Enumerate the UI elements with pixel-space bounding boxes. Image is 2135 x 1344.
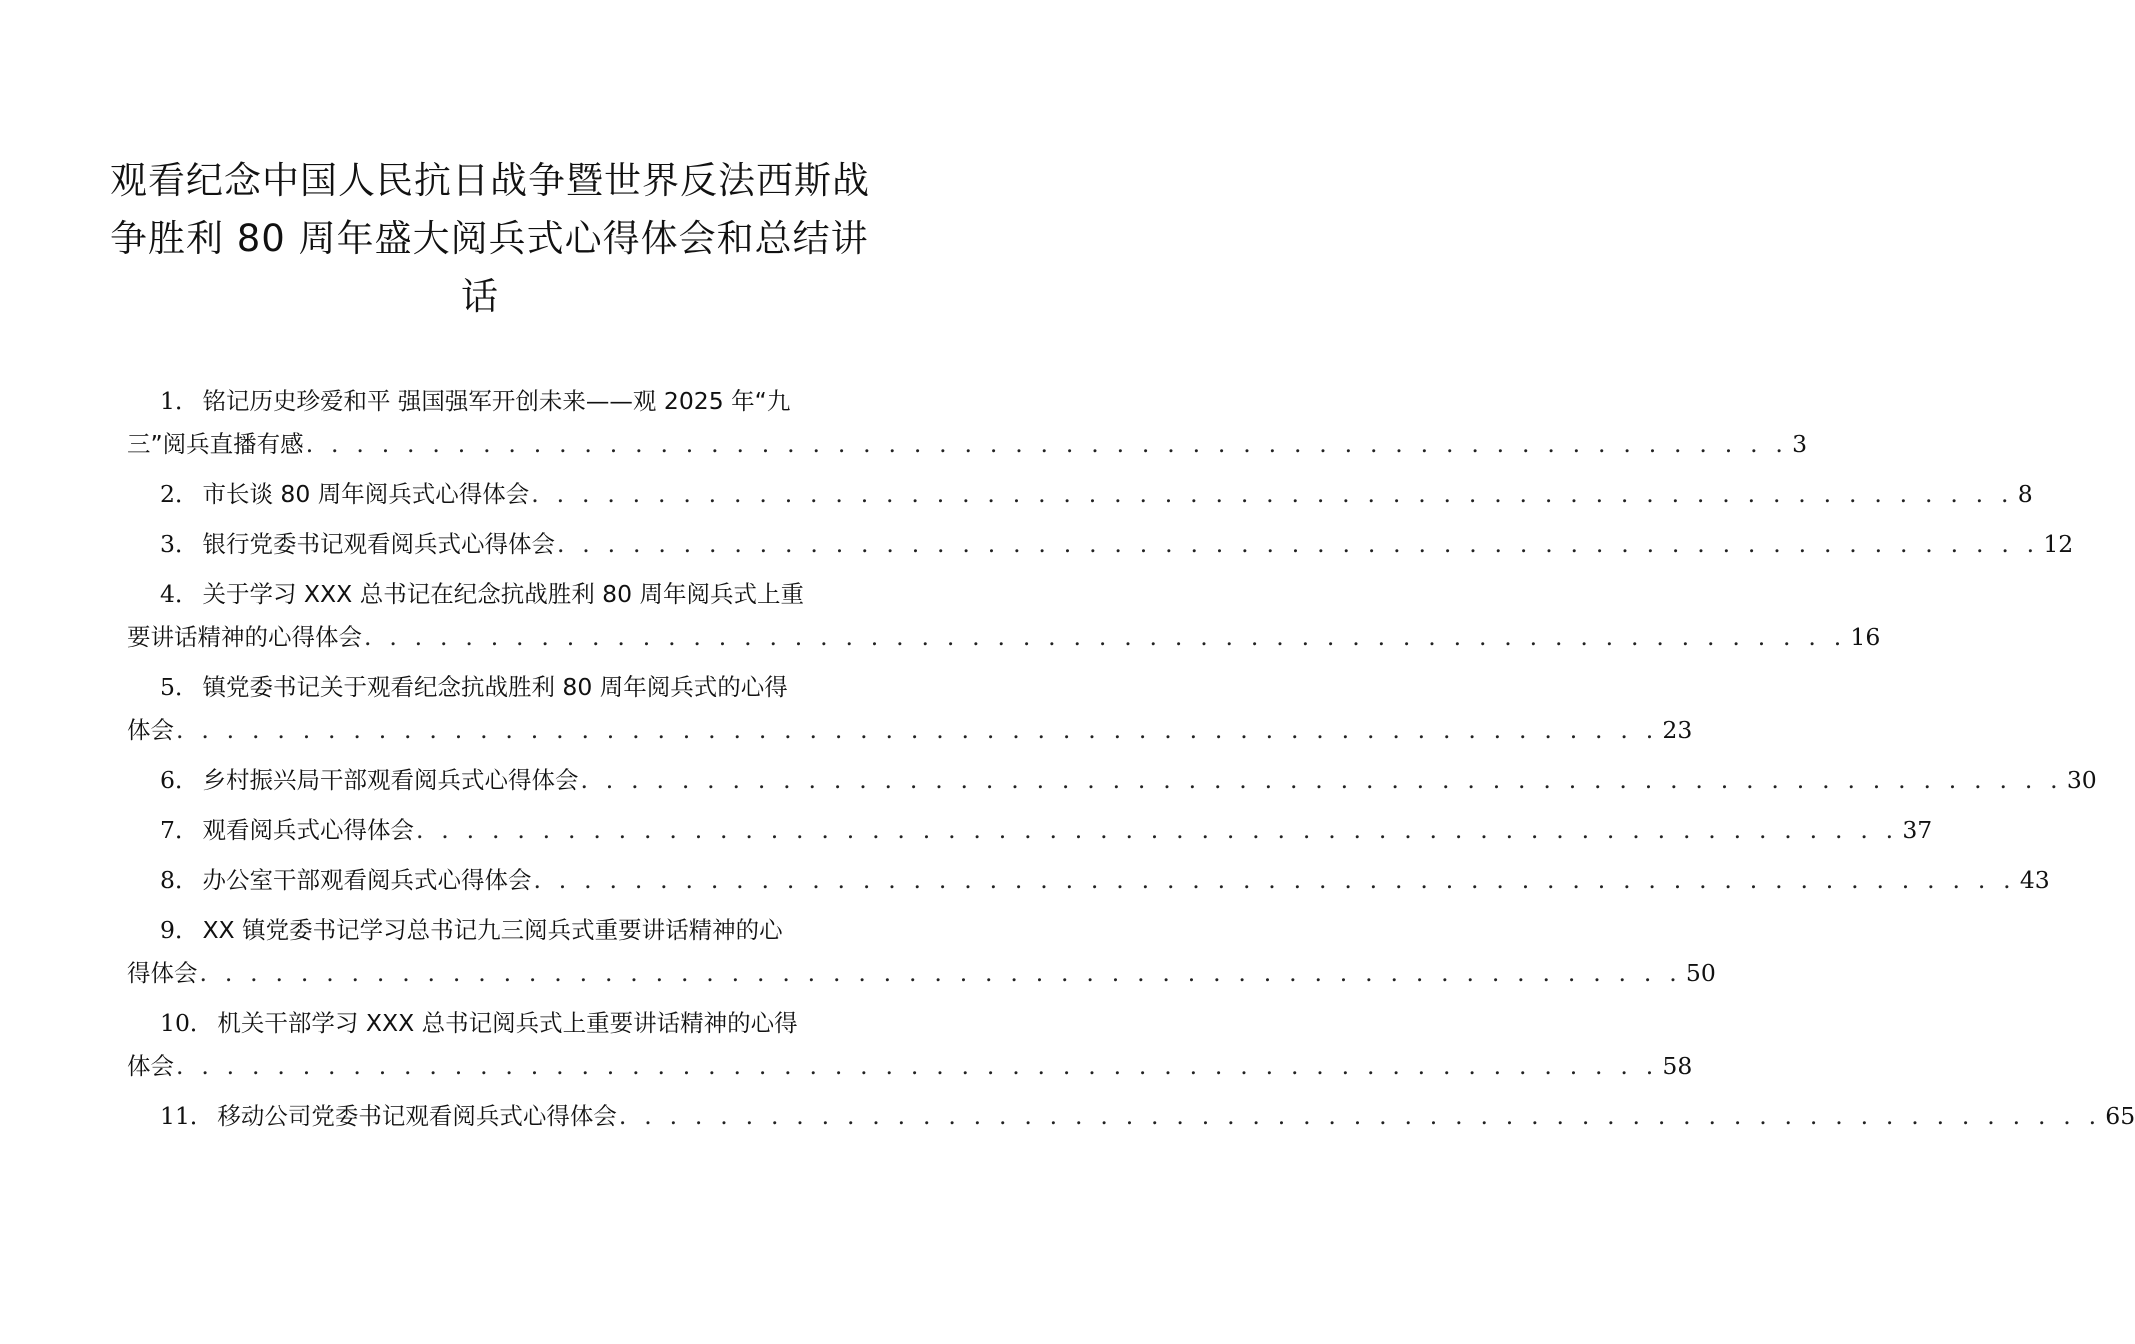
toc-entry-number: 9．	[160, 916, 199, 944]
toc-entry-page-number: 65	[2105, 1102, 2135, 1130]
toc-entry-title-continued: 三”阅兵直播有感	[127, 430, 304, 458]
toc-entry-title-continued: 要讲话精神的心得体会	[127, 623, 362, 651]
document-title	[110, 152, 870, 326]
toc-entry[interactable]	[127, 1095, 2135, 1138]
toc-entry-page-number: 50	[1685, 959, 1716, 987]
toc-entry-page-number: 37	[1902, 816, 1933, 844]
title-line-3: 话	[461, 275, 499, 318]
title-line-1: 观看纪念中国人民抗日战争暨世界反法西斯战	[110, 159, 870, 202]
toc-entry[interactable]	[127, 759, 2097, 802]
toc-entry-page-number: 58	[1662, 1052, 1693, 1080]
toc-entry[interactable]	[127, 859, 2050, 902]
toc-entry-title: 移动公司党委书记观看阅兵式心得体会	[217, 1102, 617, 1130]
toc-entry-page-number: 12	[2043, 530, 2074, 558]
dot-leader: . . . . . . . . . . . . . . . . . . . . . . . . . . . . . . . . . . . . . . . . . . . . . . . . . . . . . . . . . . .	[415, 816, 1899, 844]
toc-entry-page-number: 8	[2017, 480, 2033, 508]
toc-entry-number: 3．	[160, 530, 199, 558]
toc-entry-title: 镇党委书记关于观看纪念抗战胜利 80 周年阅兵式的心得	[202, 673, 788, 701]
dot-leader: . . . . . . . . . . . . . . . . . . . . . . . . . . . . . . . . . . . . . . . . . . . . . . . . . . . . . . . . . . .	[305, 430, 1789, 458]
toc-entry-title-continued: 体会	[127, 716, 174, 744]
toc-entry-number: 2．	[160, 480, 199, 508]
toc-entry-page-number: 3	[1792, 430, 1808, 458]
toc-entry-number: 7．	[160, 816, 199, 844]
dot-leader: . . . . . . . . . . . . . . . . . . . . . . . . . . . . . . . . . . . . . . . . . . . . . . . . . . . . . . . . . . .	[556, 530, 2040, 558]
toc-entry-title: 市长谈 80 周年阅兵式心得体会	[202, 480, 530, 508]
toc-entry-number: 8．	[160, 866, 199, 894]
dot-leader: . . . . . . . . . . . . . . . . . . . . . . . . . . . . . . . . . . . . . . . . . . . . . . . . . . . . . . . . . . .	[176, 716, 1659, 744]
toc-entry-page-number: 23	[1662, 716, 1693, 744]
toc-entry[interactable]	[127, 473, 2033, 516]
toc-entry-number: 4．	[160, 580, 199, 608]
dot-leader: . . . . . . . . . . . . . . . . . . . . . . . . . . . . . . . . . . . . . . . . . . . . . . . . . . . . . . . . . . .	[364, 623, 1847, 651]
toc-entry-number: 5．	[160, 673, 199, 701]
dot-leader: . . . . . . . . . . . . . . . . . . . . . . . . . . . . . . . . . . . . . . . . . . . . . . . . . . . . . . . . . . .	[580, 766, 2063, 794]
toc-entry-page-number: 16	[1850, 623, 1881, 651]
toc-entry-page-number: 43	[2019, 866, 2050, 894]
toc-entry-number: 6．	[160, 766, 199, 794]
toc-entry-title: 观看阅兵式心得体会	[202, 816, 414, 844]
toc-entry-title-continued: 体会	[127, 1052, 174, 1080]
toc-entry[interactable]	[127, 809, 1933, 852]
toc-entry-title: 乡村振兴局干部观看阅兵式心得体会	[202, 766, 579, 794]
toc-entry-title: 机关干部学习 XXX 总书记阅兵式上重要讲话精神的心得	[217, 1009, 798, 1037]
dot-leader: . . . . . . . . . . . . . . . . . . . . . . . . . . . . . . . . . . . . . . . . . . . . . . . . . . . . . . . . . . .	[531, 480, 2014, 508]
dot-leader: . . . . . . . . . . . . . . . . . . . . . . . . . . . . . . . . . . . . . . . . . . . . . . . . . . . . . . . . . . .	[176, 1052, 1659, 1080]
toc-entry-number: 1．	[160, 387, 199, 415]
toc-entry-title: XX 镇党委书记学习总书记九三阅兵式重要讲话精神的心	[202, 916, 783, 944]
toc-entry-title: 办公室干部观看阅兵式心得体会	[202, 866, 532, 894]
toc-entry[interactable]	[127, 523, 2074, 566]
dot-leader: . . . . . . . . . . . . . . . . . . . . . . . . . . . . . . . . . . . . . . . . . . . . . . . . . . . . . . . . . . .	[199, 959, 1682, 987]
toc-entry[interactable]	[127, 573, 1881, 659]
toc-entry-page-number: 30	[2066, 766, 2097, 794]
toc-entry-number: 10．	[160, 1009, 214, 1037]
dot-leader: . . . . . . . . . . . . . . . . . . . . . . . . . . . . . . . . . . . . . . . . . . . . . . . . . . . . . . . . . . .	[618, 1102, 2102, 1130]
table-of-contents	[127, 380, 2135, 1145]
toc-entry-title: 关于学习 XXX 总书记在纪念抗战胜利 80 周年阅兵式上重	[202, 580, 805, 608]
toc-entry[interactable]	[127, 666, 1693, 752]
toc-entry-title: 银行党委书记观看阅兵式心得体会	[202, 530, 555, 558]
title-line-2: 争胜利 80 周年盛大阅兵式心得体会和总结讲	[110, 217, 869, 260]
toc-entry[interactable]	[127, 1002, 1693, 1088]
toc-entry-title-continued: 得体会	[127, 959, 198, 987]
toc-entry[interactable]	[127, 909, 1716, 995]
toc-entry-title: 铭记历史珍爱和平 强国强军开创未来——观 2025 年“九	[202, 387, 791, 415]
toc-entry-number: 11．	[160, 1102, 214, 1130]
dot-leader: . . . . . . . . . . . . . . . . . . . . . . . . . . . . . . . . . . . . . . . . . . . . . . . . . . . . . . . . . . .	[533, 866, 2016, 894]
toc-entry[interactable]	[127, 380, 1808, 466]
